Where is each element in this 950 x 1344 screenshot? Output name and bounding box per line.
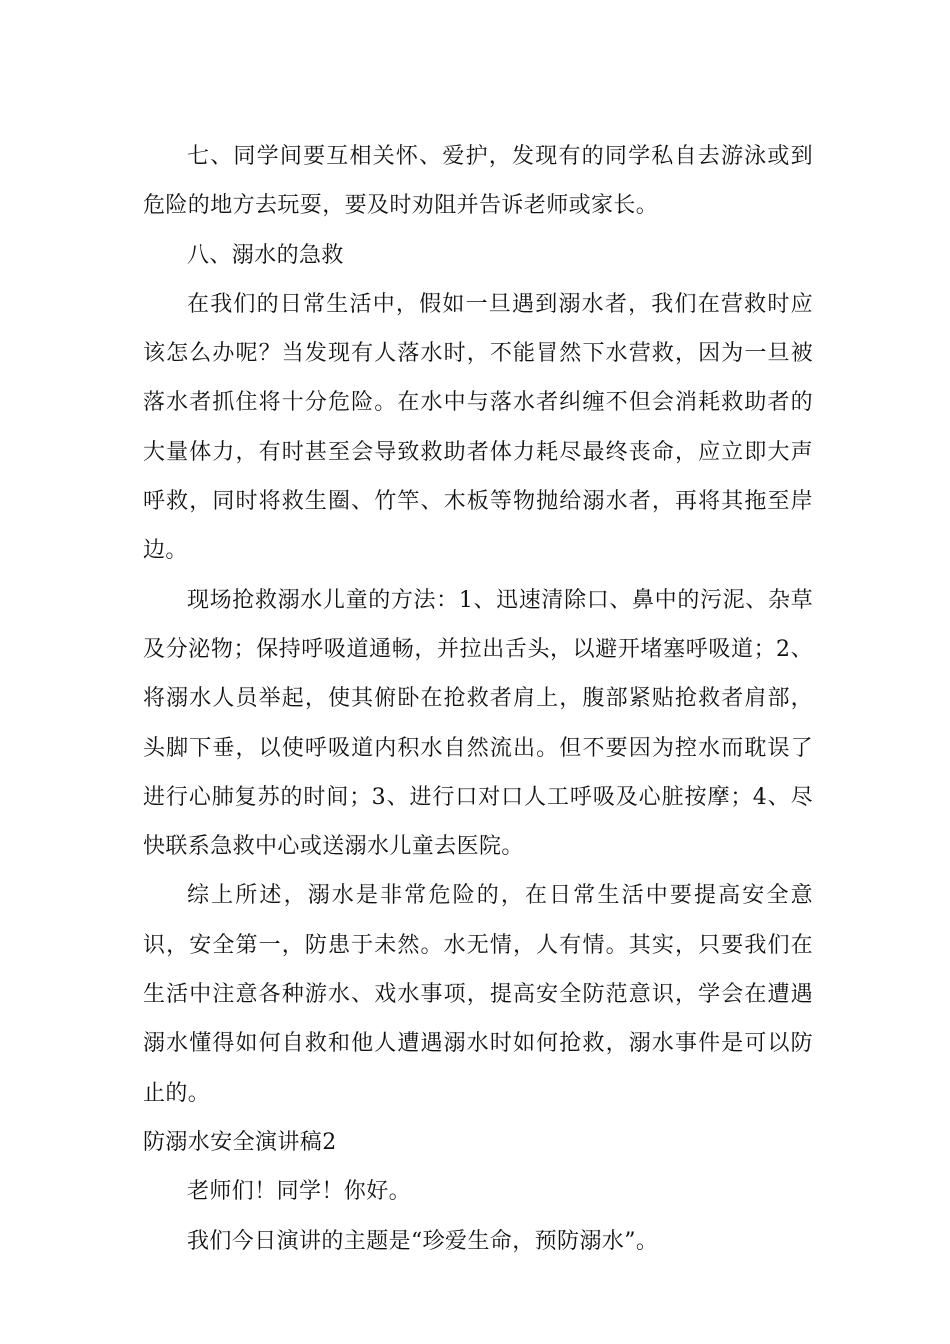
paragraph-peer-care: 七、同学间要互相关怀、爱护，发现有的同学私自去游泳或到危险的地方去玩耍，要及时劝阻并告诉老师或家长。 bbox=[143, 144, 813, 219]
paragraph-child-rescue-method: 现场抢救溺水儿童的方法：1、迅速清除口、鼻中的污泥、杂草及分泌物；保持呼吸道通畅，并拉出舌头，以避开堵塞呼吸道；2、将溺水人员举起，使其俯卧在抢救者肩上，腹部紧贴抢救者肩部，头脚下垂，以使呼吸道内积水自然流出。但不要因为控水而耽误了进行心肺复苏的时间；3、进行口对口人工呼吸及心脏按摩；4、尽快联系急救中心或送溺水儿童去医院。 bbox=[143, 587, 813, 860]
paragraph-speech-theme: 我们今日演讲的主题是“珍爱生命，预防溺水”。 bbox=[187, 1228, 659, 1254]
speech-title: 防溺水安全演讲稿2 bbox=[143, 1129, 337, 1155]
paragraph-rescue-advice: 在我们的日常生活中，假如一旦遇到溺水者，我们在营救时应该怎么办呢？当发现有人落水时，不能冒然下水营救，因为一旦被落水者抓住将十分危险。在水中与落水者纠缠不但会消耗救助者的大量体力，有时甚至会导致救助者体力耗尽最终丧命，应立即大声呼救，同时将救生圈、竹竿、木板等物抛给溺水者，再将其拖至岸边。 bbox=[143, 291, 813, 564]
paragraph-greeting: 老师们！同学！你好。 bbox=[187, 1179, 412, 1205]
paragraph-summary: 综上所述，溺水是非常危险的，在日常生活中要提高安全意识，安全第一，防患于未然。水无情，人有情。其实，只要我们在生活中注意各种游水、戏水事项，提高安全防范意识，学会在遭遇溺水懂得如何自救和他人遭遇溺水时如何抢救，溺水事件是可以防止的。 bbox=[143, 883, 813, 1106]
document-body bbox=[143, 132, 813, 1266]
section-heading-first-aid: 八、溺水的急救 bbox=[187, 242, 344, 268]
